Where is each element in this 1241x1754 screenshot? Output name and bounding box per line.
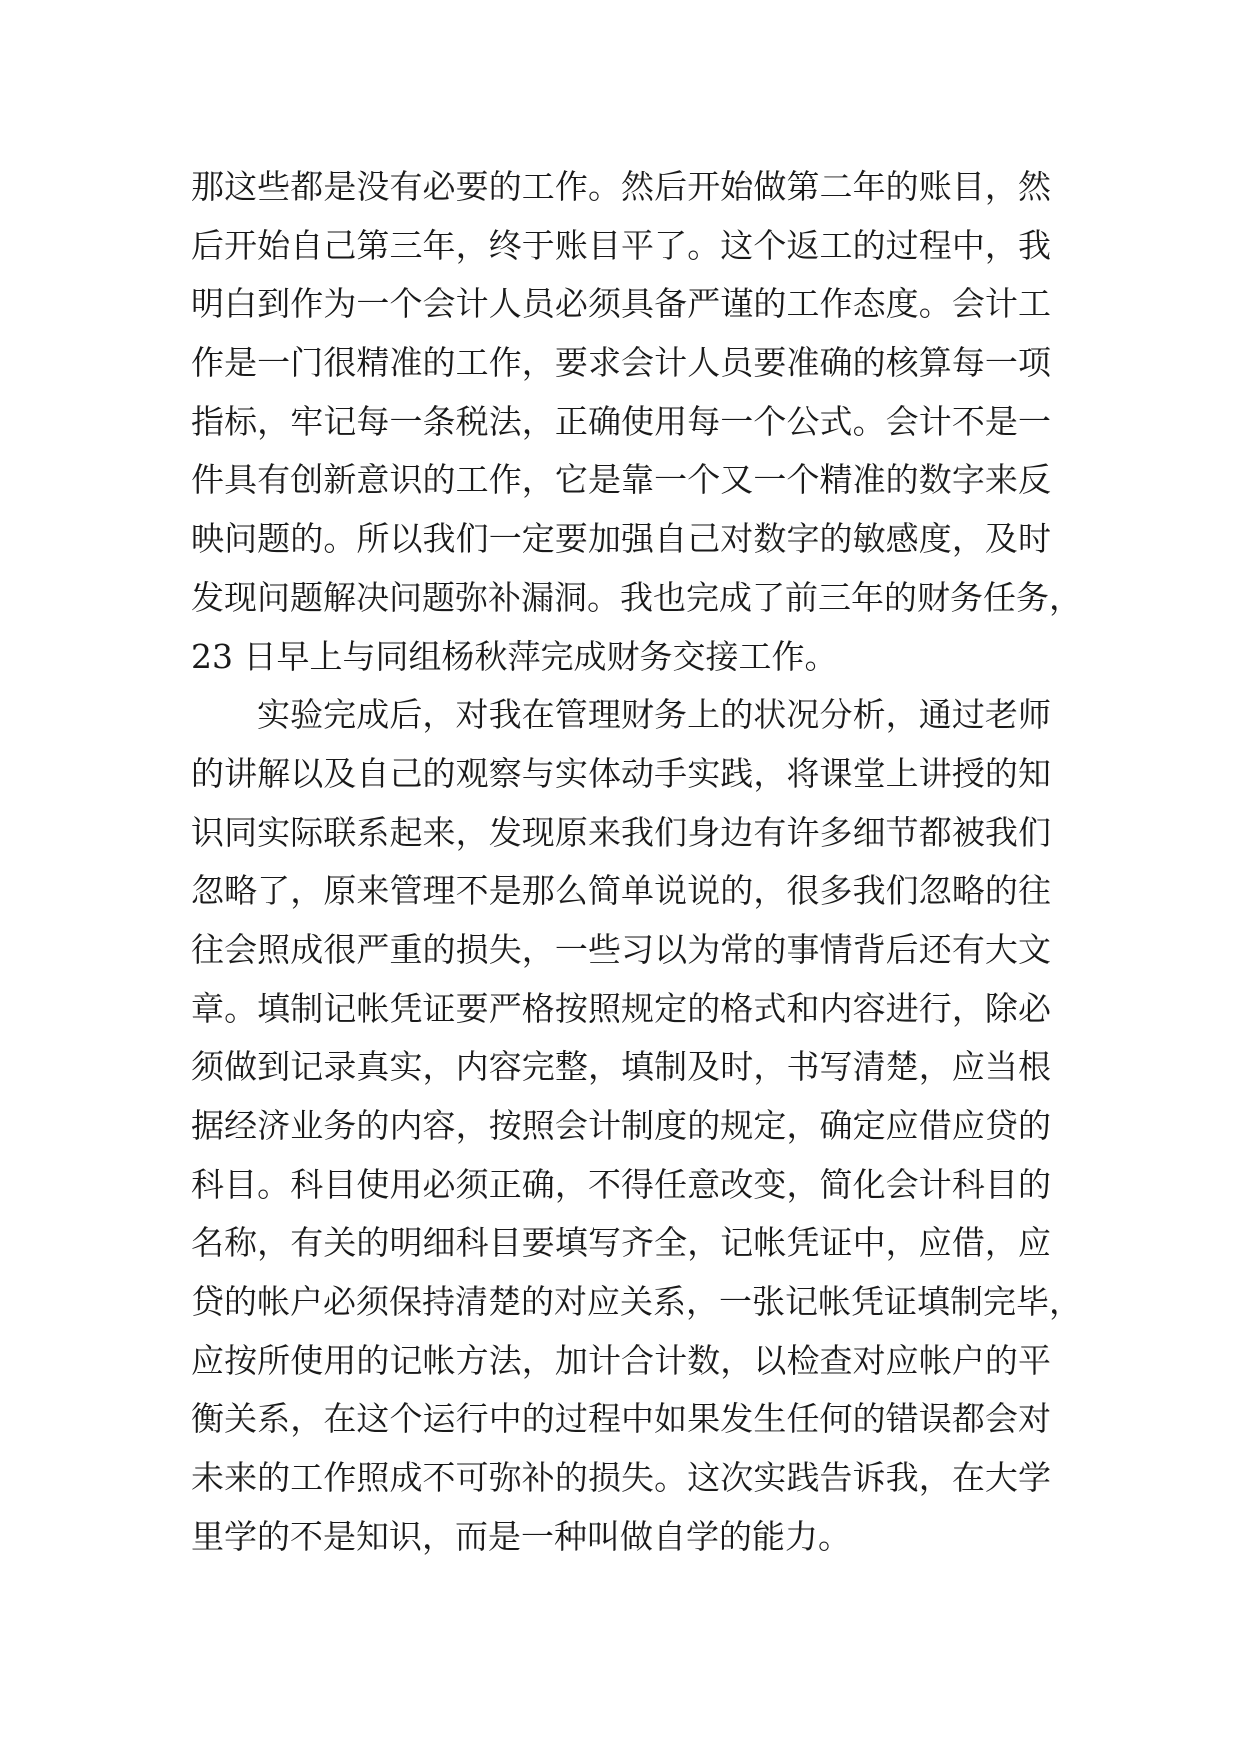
text-line: 往会照成很严重的损失，一些习以为常的事情背后还有大文 bbox=[191, 929, 1051, 969]
text-line: 23 日早上与同组杨秋萍完成财务交接工作。 bbox=[191, 636, 838, 676]
text-line: 作是一门很精准的工作，要求会计人员要准确的核算每一项 bbox=[191, 343, 1051, 383]
body-text bbox=[191, 158, 1082, 1567]
text-line: 识同实际联系起来，发现原来我们身边有许多细节都被我们 bbox=[191, 812, 1051, 852]
text-line: 映问题的。所以我们一定要加强自己对数字的敏感度，及时 bbox=[191, 519, 1051, 559]
text-line: 的讲解以及自己的观察与实体动手实践，将课堂上讲授的知 bbox=[191, 753, 1051, 793]
text-line: 后开始自己第三年，终于账目平了。这个返工的过程中，我 bbox=[191, 225, 1051, 265]
text-line: 发现问题解决问题弥补漏洞。我也完成了前三年的财务任务， bbox=[191, 577, 1082, 617]
text-line: 忽略了，原来管理不是那么简单说说的，很多我们忽略的往 bbox=[191, 871, 1051, 911]
text-line: 据经济业务的内容，按照会计制度的规定，确定应借应贷的 bbox=[191, 1106, 1051, 1145]
text-line: 科目。科目使用必须正确，不得任意改变，简化会计科目的 bbox=[191, 1164, 1051, 1204]
text-line: 名称，有关的明细科目要填写齐全，记帐凭证中，应借，应 bbox=[191, 1223, 1051, 1263]
text-line: 衡关系，在这个运行中的过程中如果发生任何的错误都会对 bbox=[191, 1399, 1051, 1439]
text-line: 明白到作为一个会计人员必须具备严谨的工作态度。会计工 bbox=[191, 284, 1051, 324]
text-line: 须做到记录真实，内容完整，填制及时，书写清楚，应当根 bbox=[191, 1047, 1051, 1087]
paragraph-1 bbox=[191, 158, 1082, 686]
text-line: 件具有创新意识的工作，它是靠一个又一个精准的数字来反 bbox=[191, 460, 1051, 500]
text-line: 应按所使用的记帐方法，加计合计数，以检查对应帐户的平 bbox=[191, 1340, 1051, 1380]
text-line: 指标，牢记每一条税法，正确使用每一个公式。会计不是一 bbox=[191, 401, 1051, 441]
text-line: 实验完成后，对我在管理财务上的状况分析，通过老师 bbox=[257, 695, 1051, 735]
text-line: 未来的工作照成不可弥补的损失。这次实践告诉我，在大学 bbox=[191, 1458, 1051, 1498]
text-line: 贷的帐户必须保持清楚的对应关系，一张记帐凭证填制完毕， bbox=[191, 1282, 1082, 1322]
text-line: 章。填制记帐凭证要严格按照规定的格式和内容进行，除必 bbox=[191, 988, 1051, 1028]
text-line: 那这些都是没有必要的工作。然后开始做第二年的账目，然 bbox=[191, 167, 1051, 206]
text-line: 里学的不是知识，而是一种叫做自学的能力。 bbox=[191, 1516, 851, 1556]
paragraph-2 bbox=[191, 686, 1082, 1566]
